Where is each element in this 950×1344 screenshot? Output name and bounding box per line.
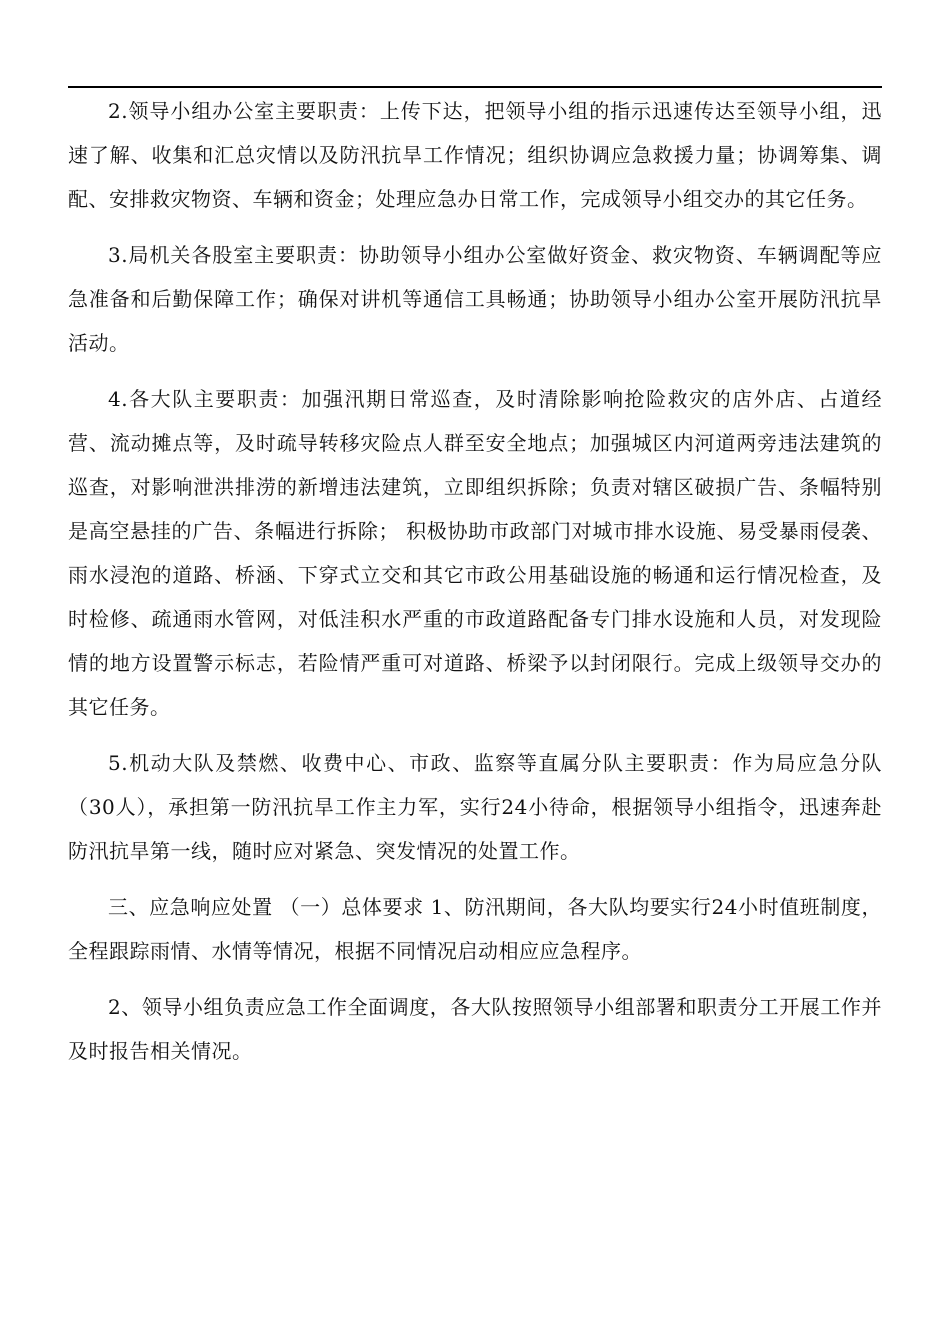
document-body: [68, 89, 882, 1085]
paragraph-bureau-sections-duties: 3.局机关各股室主要职责：协助领导小组办公室做好资金、救灾物资、车辆调配等应急准备和后勤保障工作；确保对讲机等通信工具畅通；协助领导小组办公室开展防汛抗旱活动。: [68, 243, 882, 355]
paragraph-leader-office-duties: 2.领导小组办公室主要职责：上传下达，把领导小组的指示迅速传达至领导小组，迅速了解、收集和汇总灾情以及防汛抗旱工作情况；组织协调应急救援力量；协调筹集、调配、安排救灾物资、车辆和资金；处理应急办日常工作，完成领导小组交办的其它任务。: [68, 99, 882, 211]
paragraph-brigades-duties: 4.各大队主要职责：加强汛期日常巡查，及时清除影响抢险救灾的店外店、占道经营、流动摊点等，及时疏导转移灾险点人群至安全地点；加强城区内河道两旁违法建筑的巡查，对影响泄洪排涝的新增违法建筑，立即组织拆除；负责对辖区破损广告、条幅特别是高空悬挂的广告、条幅进行拆除； 积极协助市政部门对城市排水设施、易受暴雨侵袭、雨水浸泡的道路、桥涵、下穿式立交和其它市政公用基础设施的畅通和运行情况检查，及时检修、疏通雨水管网，对低洼积水严重的市政道路配备专门排水设施和人员，对发现险情的地方设置警示标志，若险情严重可对道路、桥梁予以封闭限行。完成上级领导交办的其它任务。: [68, 387, 882, 719]
paragraph-leader-group-dispatch: 2、领导小组负责应急工作全面调度，各大队按照领导小组部署和职责分工开展工作并及时报告相关情况。: [68, 995, 882, 1063]
header-rule: [68, 86, 882, 88]
paragraph-mobile-brigade-duties: 5.机动大队及禁燃、收费中心、市政、监察等直属分队主要职责：作为局应急分队（30人），承担第一防汛抗旱工作主力军，实行24小待命，根据领导小组指令，迅速奔赴防汛抗旱第一线，随时应对紧急、突发情况的处置工作。: [68, 751, 882, 863]
paragraph-emergency-response: 三、应急响应处置 （一）总体要求 1、防汛期间，各大队均要实行24小时值班制度，全程跟踪雨情、水情等情况，根据不同情况启动相应应急程序。: [68, 895, 882, 963]
